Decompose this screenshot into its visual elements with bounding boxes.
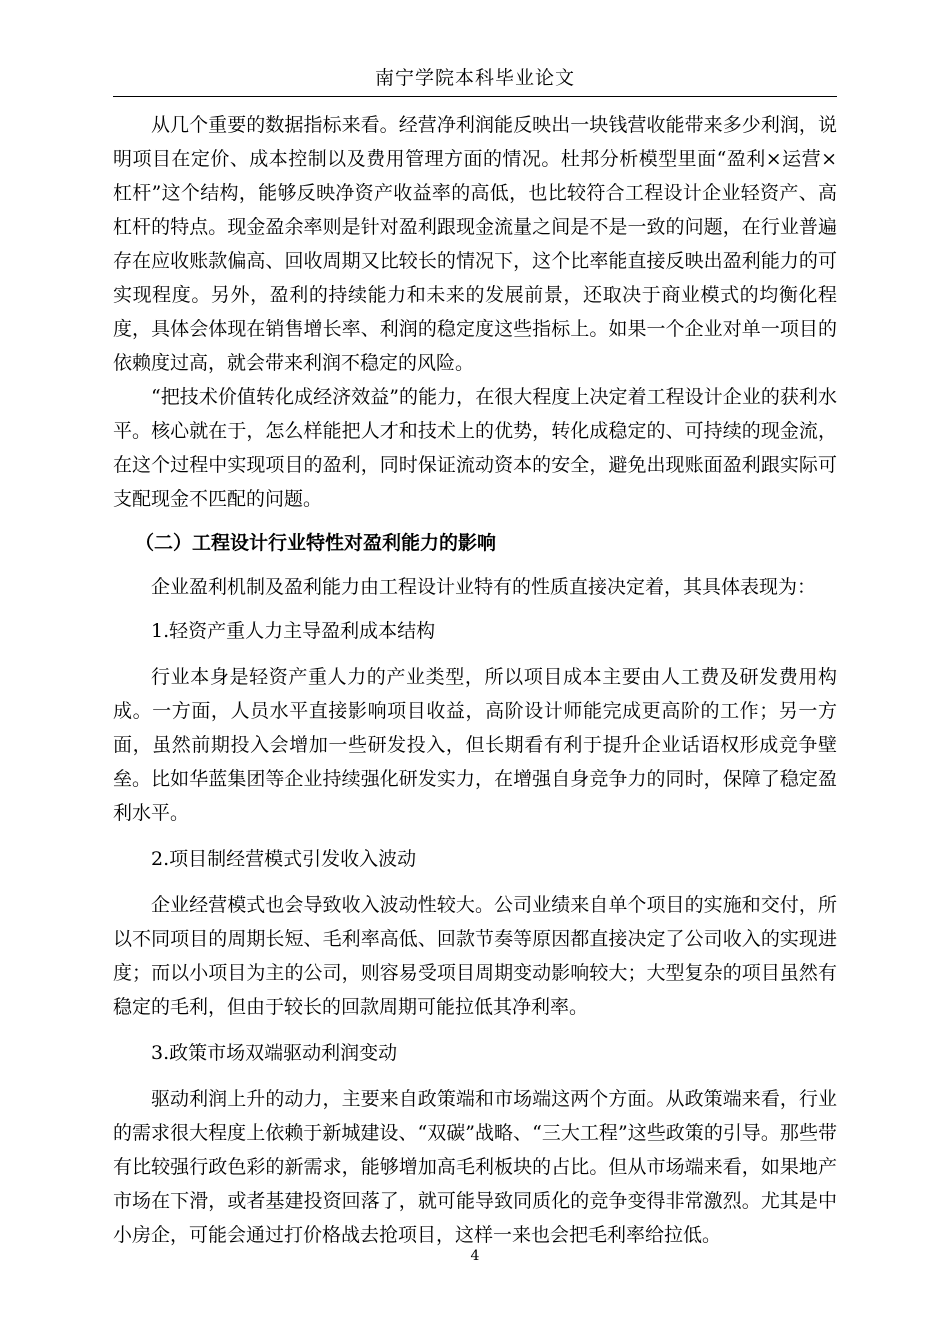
- spacer: [113, 516, 837, 526]
- spacer: [113, 648, 837, 660]
- paragraph-light-asset: 行业本身是轻资产重人力的产业类型，所以项目成本主要由人工费及研发费用构成。一方面，人员水平直接影响项目收益，高阶设计师能完成更高阶的工作；另一方面，虽然前期投入会增加一些研发投入，但长期看有利于提升企业话语权形成竞争壁垒。比如华蓝集团等企业持续强化研发实力，在增强自身竞争力的同时，保障了稳定盈利水平。: [113, 666, 837, 824]
- document-body: [113, 108, 837, 1252]
- spacer: [113, 830, 837, 842]
- spacer: [113, 604, 837, 614]
- sub-heading-3: 3.政策市场双端驱动利润变动: [151, 1042, 398, 1064]
- sub-heading-2: 2.项目制经营模式引发收入波动: [151, 848, 417, 870]
- section-heading: （二）工程设计行业特性对盈利能力的影响: [135, 532, 497, 554]
- paragraph-policy-market: 驱动利润上升的动力，主要来自政策端和市场端这两个方面。从政策端来看，行业的需求很大程度上依赖于新城建设、“双碳”战略、“三大工程”这些政策的引导。那些带有比较强行政色彩的新需求，能够增加高毛利板块的占比。但从市场端来看，如果地产市场在下滑，或者基建投资回落了，就可能导致同质化的竞争变得非常激烈。尤其是中小房企，可能会通过打价格战去抢项目，这样一来也会把毛利率给拉低。: [113, 1088, 837, 1246]
- paragraph-technology-value: “把技术价值转化成经济效益”的能力，在很大程度上决定着工程设计企业的获利水平。核心就在于，怎么样能把人才和技术上的优势，转化成稳定的、可持续的现金流，在这个过程中实现项目的盈利，同时保证流动资本的安全，避免出现账面盈利跟实际可支配现金不匹配的问题。: [113, 386, 837, 510]
- page-header-title: 南宁学院本科毕业论文: [374, 67, 575, 89]
- spacer: [113, 876, 837, 888]
- spacer: [113, 1070, 837, 1082]
- spacer: [113, 1024, 837, 1036]
- spacer: [113, 560, 837, 570]
- page-number: 4: [470, 1248, 480, 1264]
- paragraph-data-indicators: 从几个重要的数据指标来看。经营净利润能反映出一块钱营收能带来多少利润，说明项目在定价、成本控制以及费用管理方面的情况。杜邦分析模型里面“盈利×运营×杠杆”这个结构，能够反映净资产收益率的高低，也比较符合工程设计企业轻资产、高杠杆的特点。现金盈余率则是针对盈利跟现金流量之间是不是一致的问题，在行业普遍存在应收账款偏高、回收周期又比较长的情况下，这个比率能直接反映出盈利能力的可实现程度。另外，盈利的持续能力和未来的发展前景，还取决于商业模式的均衡化程度，具体会体现在销售增长率、利润的稳定度这些指标上。如果一个企业对单一项目的依赖度过高，就会带来利润不稳定的风险。: [113, 114, 837, 374]
- sub-heading-1: 1.轻资产重人力主导盈利成本结构: [151, 620, 436, 642]
- paragraph-intro: 企业盈利机制及盈利能力由工程设计业特有的性质直接决定着，其具体表现为：: [151, 576, 817, 598]
- header-divider: [113, 96, 837, 97]
- paragraph-project-model: 企业经营模式也会导致收入波动性较大。公司业绩来自单个项目的实施和交付，所以不同项目的周期长短、毛利率高低、回款节奏等原因都直接决定了公司收入的实现进度；而以小项目为主的公司，则容易受项目周期变动影响较大；大型复杂的项目虽然有稳定的毛利，但由于较长的回款周期可能拉低其净利率。: [113, 894, 837, 1018]
